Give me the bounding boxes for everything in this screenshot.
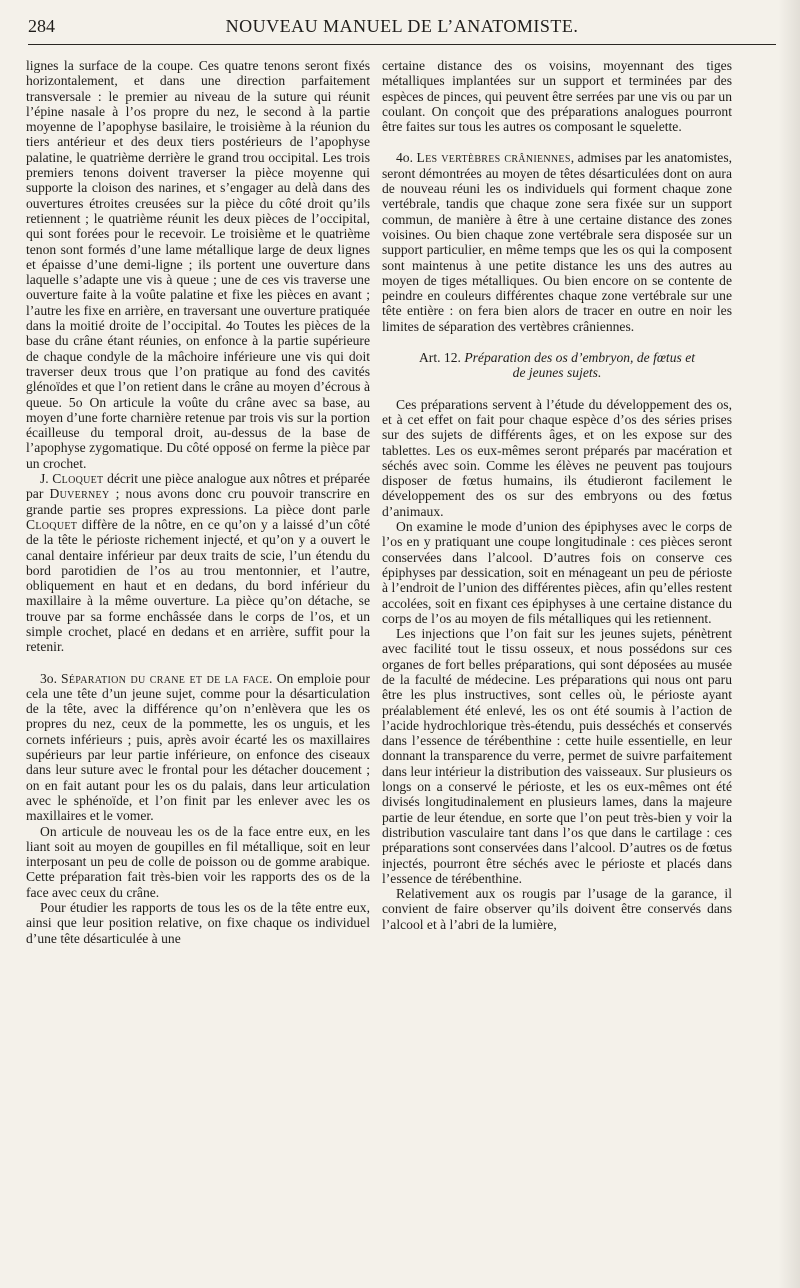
left-column [26,58,370,946]
left-paragraph-3: 3o. Séparation du crane et de la face. On emploie pour cela une tête d’un jeune sujet, comme pour la désarticulation de la tête, avec la différence qu’on n’enlèvera que les os propres du nez, ceux de la pommette, les os unguis, et les cornets inférieurs ; puis, après avoir écarté les os maxillaires supérieurs par leur partie inférieure, on enfonce des ciseaux dans leur suture avec le frontal pour les détacher doucement ; on en fait autant pour les os du palais, dans leur articulation avec le sphénoïde, et l’on finit par les enlever avec les os maxillaires et le vomer. [26,670,371,824]
author-name: Cloquet [26,516,78,532]
article-heading: Art. 12. Préparation des os d’embryon, de fœtus et de jeunes sujets. [418,350,696,381]
right-paragraph-2: 4o. Les vertèbres crâniennes, admises par les anatomistes, seront démontrées au moyen de têtes désarticulées dont on aura de nouveau réuni les os individuels qui forment chaque zone vertébrale, tandis que chaque zone sera fixée sur un support commun, de manière à être à une certaine distance des zones voisines. Ou bien chaque zone vertébrale sera disposée sur un support particulier, en même temps que les os qui la composent sont maintenus à une petite distance les uns des autres au moyen de tiges métalliques. Ou bien encore on se contente de peindre en couleurs différentes chaque zone vertébrale sur une tête entière : on fera bien alors de tracer en outre en noir les limites de séparation des vertèbres crâniennes. [382,150,733,334]
right-column [382,58,732,932]
page-number: 284 [28,16,55,36]
right-paragraph-1: certaine distance des os voisins, moyennant des tiges métalliques implantées sur un support et terminées par des espèces de pinces, qui peuvent être serrées par une vis ou par un coulant. On conçoit que des préparations analogues pourront être faites sur tous les autres os composant le squelette. [382,58,732,135]
author-name: Duverney [49,486,110,502]
section-heading: Séparation du crane et de la face. [60,670,273,686]
running-head: NOUVEAU MANUEL DE L’ANATOMISTE. [225,16,579,36]
right-paragraph-3: Ces préparations servent à l’étude du développement des os, et à cet effet on fait pour chaque espèce d’os des séries prises sur des sujets de différents âges, et on les expose sur des tablettes. Les os eux-mêmes seront préparés par macération et séchés avec soin. Comme les élèves ne peuvent pas toujours disposer de fœtus humains, ils étudieront facilement le développement des os sur des embryons ou des fœtus d’animaux. [382,396,732,519]
page-header [28,14,776,45]
right-paragraph-5: Les injections que l’on fait sur les jeunes sujets, pénètrent avec facilité tout le tissu osseux, et nous possédons sur ces organes de fort belles préparations, qui sont déposées au musée de la faculté de médecine. Les préparations qui nous ont paru être les plus instructives, sont celles où, le périoste ayant préalablement été enlevé, les os ont été soumis à l’action de l’acide hydrochlorique très-étendu, puis desséchés et conservés dans l’essence de térébenthine : cette huile essentielle, en leur donnant la transparence du verre, permet de suivre parfaitement dans leur intérieur la distribution des vaisseaux. Sur plusieurs os longs on a conservé le périoste, et les os eux-mêmes ont été divisés longitudinalement en plusieurs lames, dans la majeure partie de leur étendue, en sorte que l’on peut très-bien y voir la distribution vasculaire tant dans l’os que dans le cartilage : ces préparations sont conservées dans l’alcool. D’autres os de fœtus injectés, pourront être séchés avec le périoste et placés dans l’essence de térébenthine. [382,626,732,886]
author-name: Cloquet [52,471,104,487]
left-paragraph-4: On articule de nouveau les os de la face entre eux, en les liant soit au moyen de goupilles en fil métallique, soit en leur interposant un peu de colle de poisson ou de gomme arabique. Cette préparation fait très-bien voir les rapports des os de la face avec ceux du crâne. [26,823,370,900]
left-paragraph-5: Pour étudier les rapports de tous les os de la tête entre eux, ainsi que leur position relative, on fixe chaque os individuel d’une tête désarticulée à une [26,900,370,946]
right-paragraph-6: Relativement aux os rougis par l’usage de la garance, il convient de faire observer qu’ils doivent être conservés dans l’alcool et à l’abri de la lumière, [382,886,732,932]
left-paragraph-2: J. Cloquet décrit une pièce analogue aux nôtres et préparée par Duverney ; nous avons donc cru pouvoir transcrire en grande partie ses propres expressions. La pièce dont parle Cloquet diffère de la nôtre, en ce qu’on y a laissé d’un côté de la tête le périoste richement injecté, et qu’on y a ouvert le canal dentaire inférieur par deux traits de scie, l’un étendu du bord parotidien de l’os au trou mentonnier, et l’autre, obliquement en haut et en dedans, du bord inférieur du maxillaire à la même ouverture. La pièce qu’on détache, se trouve par sa forme enchâssée dans le corps de l’os, et un simple crochet, placé en dedans et en arrière, suffit pour la retenir. [26,471,370,655]
left-paragraph-1: lignes la surface de la coupe. Ces quatre tenons seront fixés horizontalement, et dans une direction parfaitement transversale : le premier au niveau de la suture qui réunit l’épine nasale à l’os propre du nez, le second à la partie moyenne de l’apophyse basilaire, le troisième à la réunion du tiers antérieur et des deux tiers postérieurs de l’apophyse palatine, le quatrième derrière le grand trou occipital. Les trois premiers tenons doivent traverser la pièce moyenne qui supporte la cloison des narines, et s’engager au delà dans des ouvertures étroites creusées sur la pièce du côté droit qu’ils retiennent ; le quatrième réunit les deux pièces de l’occipital, qui sont forées pour le recevoir. Le troisième et le quatrième tenon sont formés d’une lame métallique large de deux lignes et épaisse d’une demi-ligne ; ils portent une ouverture dans laquelle s’adapte une vis à queue ; une de ces vis traverse une ouverture faite à la voûte palatine et fixe les pièces en avant ; l’autre les fixe en arrière, en traversant une ouverture pratiquée dans la moitié droite de l’occipital. 4o Toutes les pièces de la base du crâne étant réunies, on enfonce à la partie supérieure de chaque condyle de la mâchoire inférieure une vis qui doit traverser deux trous que l’on pratique au fond des cavités glénoïdes et que l’on retient dans le crâne au moyen d’écrous à queue. 5o On articule la voûte du crâne avec sa base, au moyen d’une forte charnière retenue par trois vis sur la portion écailleuse du temporal droit, au-dessus de la base de l’apophyse zygomatique. Du côté opposé on ferme la pièce par un crochet. [26,58,370,471]
section-heading: Les vertèbres crâniennes [416,150,571,166]
page-edge-shadow [778,0,800,1288]
right-paragraph-4: On examine le mode d’union des épiphyses avec le corps de l’os en y pratiquant une coupe longitudinale : ces pièces seront conservées dans l’alcool. D’autres fois on conserve ces épiphyses par dessication, soit en ménageant un peu de périoste à l’endroit de l’union des différentes pièces, afin qu’elles restent accolées, soit en fixant ces épiphyses à une certaine distance du corps de l’os au moyen de fils métalliques qui les retiennent. [382,519,732,626]
